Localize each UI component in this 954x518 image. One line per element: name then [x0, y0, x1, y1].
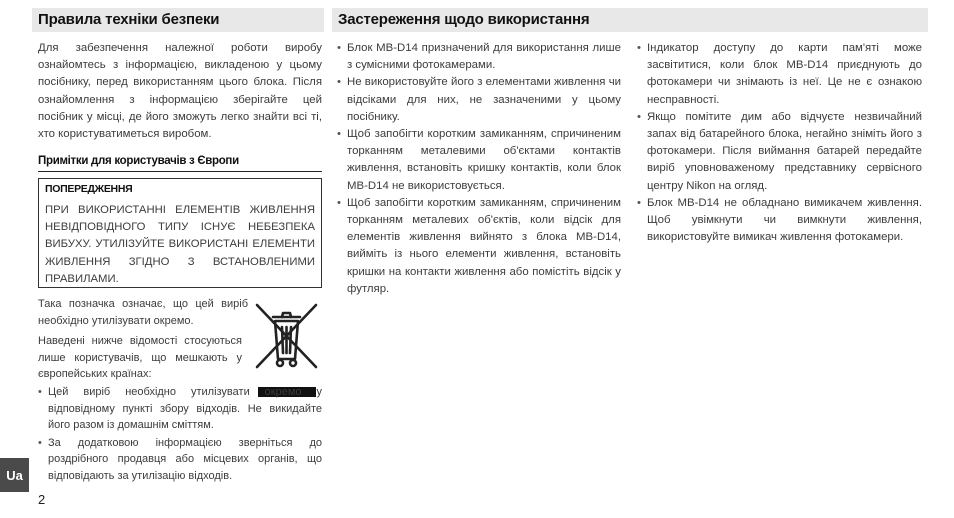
europe-info-text: Наведені нижче відомості стосуються лише користувачів, що мешкають у європейських країнах: [38, 335, 242, 380]
section-title-safety: Правила техніки безпеки [32, 8, 324, 32]
list-item: • Блок MB-D14 призначений для використання лише з сумісними фотокамерами. [337, 40, 621, 74]
list-item: • За додатковою інформацією зверніться до роздрібного продавця або місцевих органів, що відповідають за утилізацію відходів. [38, 435, 322, 485]
list-item: • Цей виріб необхідно утилізувати окремо у відповідному пункті збору відходів. Не викидайте його разом із домашнім сміттям. [38, 384, 322, 434]
symbol-explanation: Така позначка означає, що цей виріб необхідно утилізувати окремо. [38, 298, 248, 327]
language-tab: Ua [0, 458, 29, 492]
europe-notes-heading: Примітки для користувачів з Європи [38, 155, 322, 172]
usage-cautions-column-2 [637, 40, 922, 246]
warning-body: ПРИ ВИКОРИСТАННІ ЕЛЕМЕНТІВ ЖИВЛЕННЯ НЕВІДПОВІДНОГО ТИПУ ІСНУЄ НЕБЕЗПЕКА ВИБУХУ. УТИЛІЗУЙТЕ ВИКОРИСТАНІ ЕЛЕМЕНТИ ЖИВЛЕННЯ ЗГІДНО З ВСТАНОВЛЕНИМИ ПРАВИЛАМИ. [45, 204, 315, 285]
crossed-out-bin-icon [251, 299, 322, 372]
page-number: 2 [38, 492, 46, 507]
list-item: • Індикатор доступу до карти пам'яті може засвітитися, коли блок MB-D14 приєднують до фотокамери чи знімають із неї. Це не є ознакою несправності. [637, 40, 922, 109]
europe-disposal-list [38, 384, 322, 485]
list-item: • Щоб запобігти коротким замиканням, спричиненим торканням металевими об'єктами контактів живлення, встановіть кришку контактів, коли блок MB-D14 не використовується. [337, 126, 621, 195]
usage-cautions-column-1 [337, 40, 621, 298]
intro-paragraph: Для забезпечення належної роботи виробу ознайомтесь з інформацією, викладеною у цьому посібнику, перед використанням цього блока. Після ознайомлення з інформацією зберігайте цей посібник у місці, де його зможуть легко знайти всі ті, хто користуватиметься виробом. [38, 42, 322, 141]
list-item: • Щоб запобігти коротким замиканням, спричиненим торканням металевих об'єктів, коли відсік для елементів живлення вийнято з блока MB-D14, вийміть із нього елементи живлення, встановіть кришки на контакти живлення або помістіть відсік у футляр. [337, 195, 621, 298]
warning-box [38, 178, 322, 288]
list-item: • Якщо помітите дим або відчуєте незвичайний запах від батарейного блока, негайно зніміть його з фотокамери. Після виймання батарей передайте виріб уповноваженому представнику сервісного центру Nikon на огляд. [637, 109, 922, 195]
list-item: • Не використовуйте його з елементами живлення чи відсіками для них, не зазначеними у цьому посібнику. [337, 74, 621, 126]
warning-title: ПОПЕРЕДЖЕННЯ [45, 183, 133, 195]
section-title-usage-cautions: Застереження щодо використання [332, 8, 928, 32]
list-item: • Блок MB-D14 не обладнано вимикачем живлення. Щоб увімкнути чи вимкнути живлення, використовуйте вимикач живлення фотокамери. [637, 195, 922, 247]
